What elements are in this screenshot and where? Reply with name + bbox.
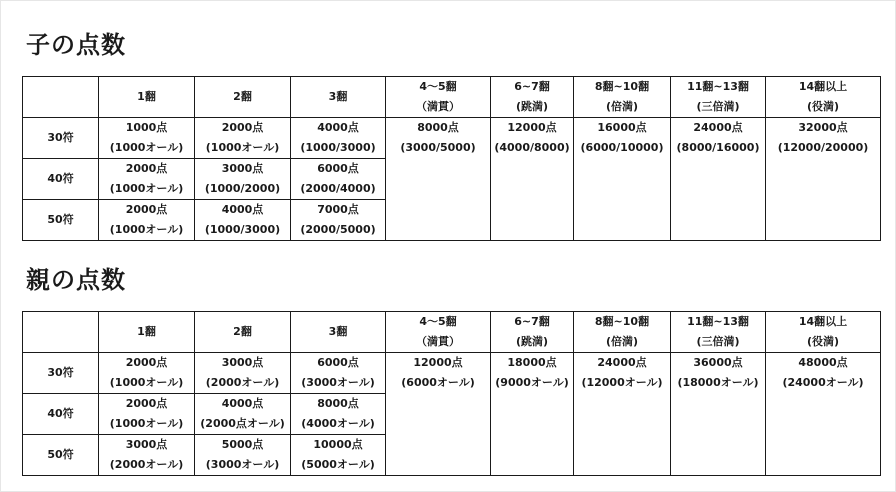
sanbaiman-cell: 24000点 (8000/16000) (671, 118, 766, 241)
baiman-cell: 24000点 (12000オール) (574, 353, 671, 476)
score-cell: 2000点 (1000オール) (99, 159, 195, 200)
header-han-2: 2翻 (195, 77, 291, 118)
fu-label: 30符 (23, 118, 99, 159)
header-han-3: 3翻 (291, 312, 386, 353)
header-haneman: 6~7翻 (跳満) (491, 312, 574, 353)
score-cell: 3000点 (2000オール) (195, 353, 291, 394)
yakuman-cell: 48000点 (24000オール) (766, 353, 881, 476)
header-han-3: 3翻 (291, 77, 386, 118)
fu-label: 50符 (23, 435, 99, 476)
header-row (23, 77, 881, 118)
header-mangan: 4～5翻 （満貫） (386, 312, 491, 353)
parent-score-heading: 親の点数 (26, 266, 126, 294)
haneman-cell: 12000点 (4000/8000) (491, 118, 574, 241)
header-haneman: 6~7翻 (跳満) (491, 77, 574, 118)
score-cell: 6000点 (2000/4000) (291, 159, 386, 200)
score-cell: 8000点 (4000オール) (291, 394, 386, 435)
score-cell: 2000点 (1000オール) (99, 394, 195, 435)
header-han-1: 1翻 (99, 77, 195, 118)
table-row (23, 353, 881, 394)
header-sanbaiman: 11翻~13翻 (三倍満) (671, 312, 766, 353)
header-han-2: 2翻 (195, 312, 291, 353)
header-mangan: 4～5翻 （満貫） (386, 77, 491, 118)
child-score-table (22, 76, 881, 241)
fu-label: 50符 (23, 200, 99, 241)
header-yakuman: 14翻以上 (役満) (766, 77, 881, 118)
table-row (23, 118, 881, 159)
score-cell: 6000点 (3000オール) (291, 353, 386, 394)
score-cell: 2000点 (1000オール) (99, 353, 195, 394)
fu-label: 40符 (23, 394, 99, 435)
parent-score-table (22, 311, 881, 476)
score-cell: 2000点 (1000オール) (195, 118, 291, 159)
yakuman-cell: 32000点 (12000/20000) (766, 118, 881, 241)
corner-cell (23, 312, 99, 353)
mangan-cell: 12000点 (6000オール) (386, 353, 491, 476)
score-cell: 5000点 (3000オール) (195, 435, 291, 476)
mangan-cell: 8000点 (3000/5000) (386, 118, 491, 241)
header-yakuman: 14翻以上 (役満) (766, 312, 881, 353)
score-cell: 4000点 (1000/3000) (291, 118, 386, 159)
score-cell: 4000点 (1000/3000) (195, 200, 291, 241)
header-baiman: 8翻~10翻 (倍満) (574, 312, 671, 353)
score-cell: 2000点 (1000オール) (99, 200, 195, 241)
child-score-heading: 子の点数 (26, 31, 126, 59)
header-sanbaiman: 11翻~13翻 (三倍満) (671, 77, 766, 118)
score-cell: 3000点 (1000/2000) (195, 159, 291, 200)
corner-cell (23, 77, 99, 118)
score-cell: 10000点 (5000オール) (291, 435, 386, 476)
score-cell: 3000点 (2000オール) (99, 435, 195, 476)
score-cell: 4000点 (2000点オール) (195, 394, 291, 435)
header-han-1: 1翻 (99, 312, 195, 353)
score-cell: 7000点 (2000/5000) (291, 200, 386, 241)
sanbaiman-cell: 36000点 (18000オール) (671, 353, 766, 476)
score-cell: 1000点 (1000オール) (99, 118, 195, 159)
haneman-cell: 18000点 (9000オール) (491, 353, 574, 476)
fu-label: 30符 (23, 353, 99, 394)
header-row (23, 312, 881, 353)
fu-label: 40符 (23, 159, 99, 200)
baiman-cell: 16000点 (6000/10000) (574, 118, 671, 241)
header-baiman: 8翻~10翻 (倍満) (574, 77, 671, 118)
